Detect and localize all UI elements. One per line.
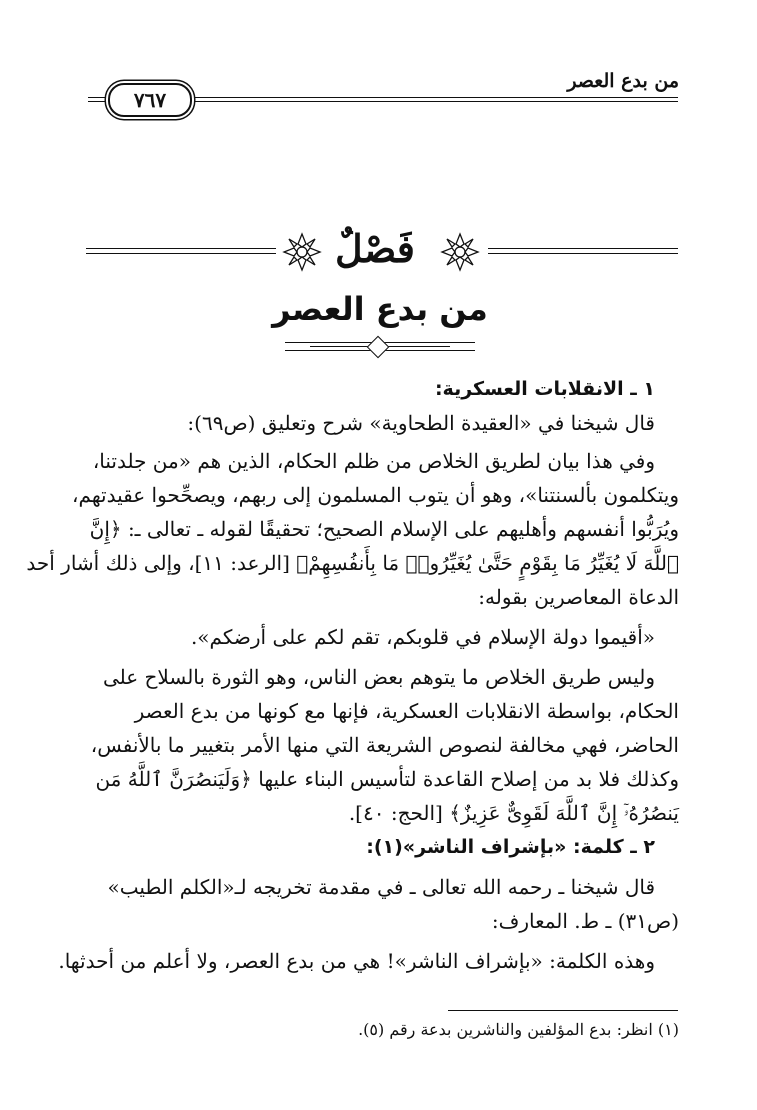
text-line: قال شيخنا في «العقيدة الطحاوية» شرح وتعليق (ص٦٩): <box>187 411 655 435</box>
text-line: ويتكلمون بألسنتنا»، وهو أن يتوب المسلمون إلى ربهم، ويصحِّحوا عقيدتهم، <box>72 483 679 507</box>
text-line: الحكام، بواسطة الانقلابات العسكرية، فإنها مع كونها من بدع العصر <box>134 699 679 723</box>
text-line: وكذلك فلا بد من إصلاح القاعدة لتأسيس البناء عليها ﴿وَلَيَنصُرَنَّ ٱللَّهُ مَن <box>95 767 679 791</box>
text-line: (ص٣١) ـ ط. المعارف: <box>491 909 679 933</box>
page-number: ٧٦٧ <box>108 83 192 117</box>
text-line: ٱللَّهَ لَا يُغَيِّرُ مَا بِقَوْمٍ حَتَّىٰ يُغَيِّرُوا۟ مَا بِأَنفُسِهِمْ﴾ [الرعد: ١١]، وإلى ذلك أشار أحد <box>26 551 679 575</box>
text-line: الحاضر، فهي مخالفة لنصوص الشريعة التي منها الأمر بتغيير ما بالأنفس، <box>90 733 679 757</box>
diamond-ornament-icon <box>367 336 390 359</box>
ornament-line-right <box>488 248 678 249</box>
floral-ornament-icon <box>282 232 322 272</box>
running-title: من بدع العصر <box>567 70 679 92</box>
heading-military-coups: ١ ـ الانقلابات العسكرية: <box>434 378 655 400</box>
body-text <box>26 372 679 978</box>
text-line: وفي هذا بيان لطريق الخلاص من ظلم الحكام، الذين هم «من جلدتنا، <box>92 449 655 473</box>
text-line: قال شيخنا ـ رحمه الله تعالى ـ في مقدمة تخريجه لـ«الكلم الطيب» <box>107 875 655 899</box>
quote-line: «أقيموا دولة الإسلام في قلوبكم، تقم لكم على أرضكم». <box>190 625 655 649</box>
ornament-line-left-2 <box>86 253 276 254</box>
chapter-word: فَصْلٌ <box>335 226 415 271</box>
floral-ornament-icon <box>440 232 480 272</box>
text-line: يَنصُرُهُۥٓ إِنَّ ٱللَّهَ لَقَوِىٌّ عَزِيزٌ﴾ [الحج: ٤٠]. <box>348 801 679 825</box>
text-line: وليس طريق الخلاص ما يتوهم بعض الناس، وهو الثورة بالسلاح على <box>102 665 655 689</box>
footnote-rule <box>448 1010 678 1011</box>
text-line: الدعاة المعاصرين بقوله: <box>478 585 679 609</box>
ornament-line-right-2 <box>488 253 678 254</box>
text-line: ويُرَبُّوا أنفسهم وأهليهم على الإسلام الصحيح؛ تحقيقًا لقوله ـ تعالى ـ: ﴿إِنَّ <box>89 517 679 541</box>
heading-publisher-supervision: ٢ ـ كلمة: «بإشراف الناشر»(١): <box>366 836 655 858</box>
ornament-line-left <box>86 248 276 249</box>
text-line: وهذه الكلمة: «بإشراف الناشر»! هي من بدع العصر، ولا أعلم من أحدثها. <box>58 949 655 973</box>
section-title: من بدع العصر <box>272 290 488 328</box>
footnote: (١) انظر: بدع المؤلفين والناشرين بدعة رقم (٥). <box>358 1020 679 1039</box>
